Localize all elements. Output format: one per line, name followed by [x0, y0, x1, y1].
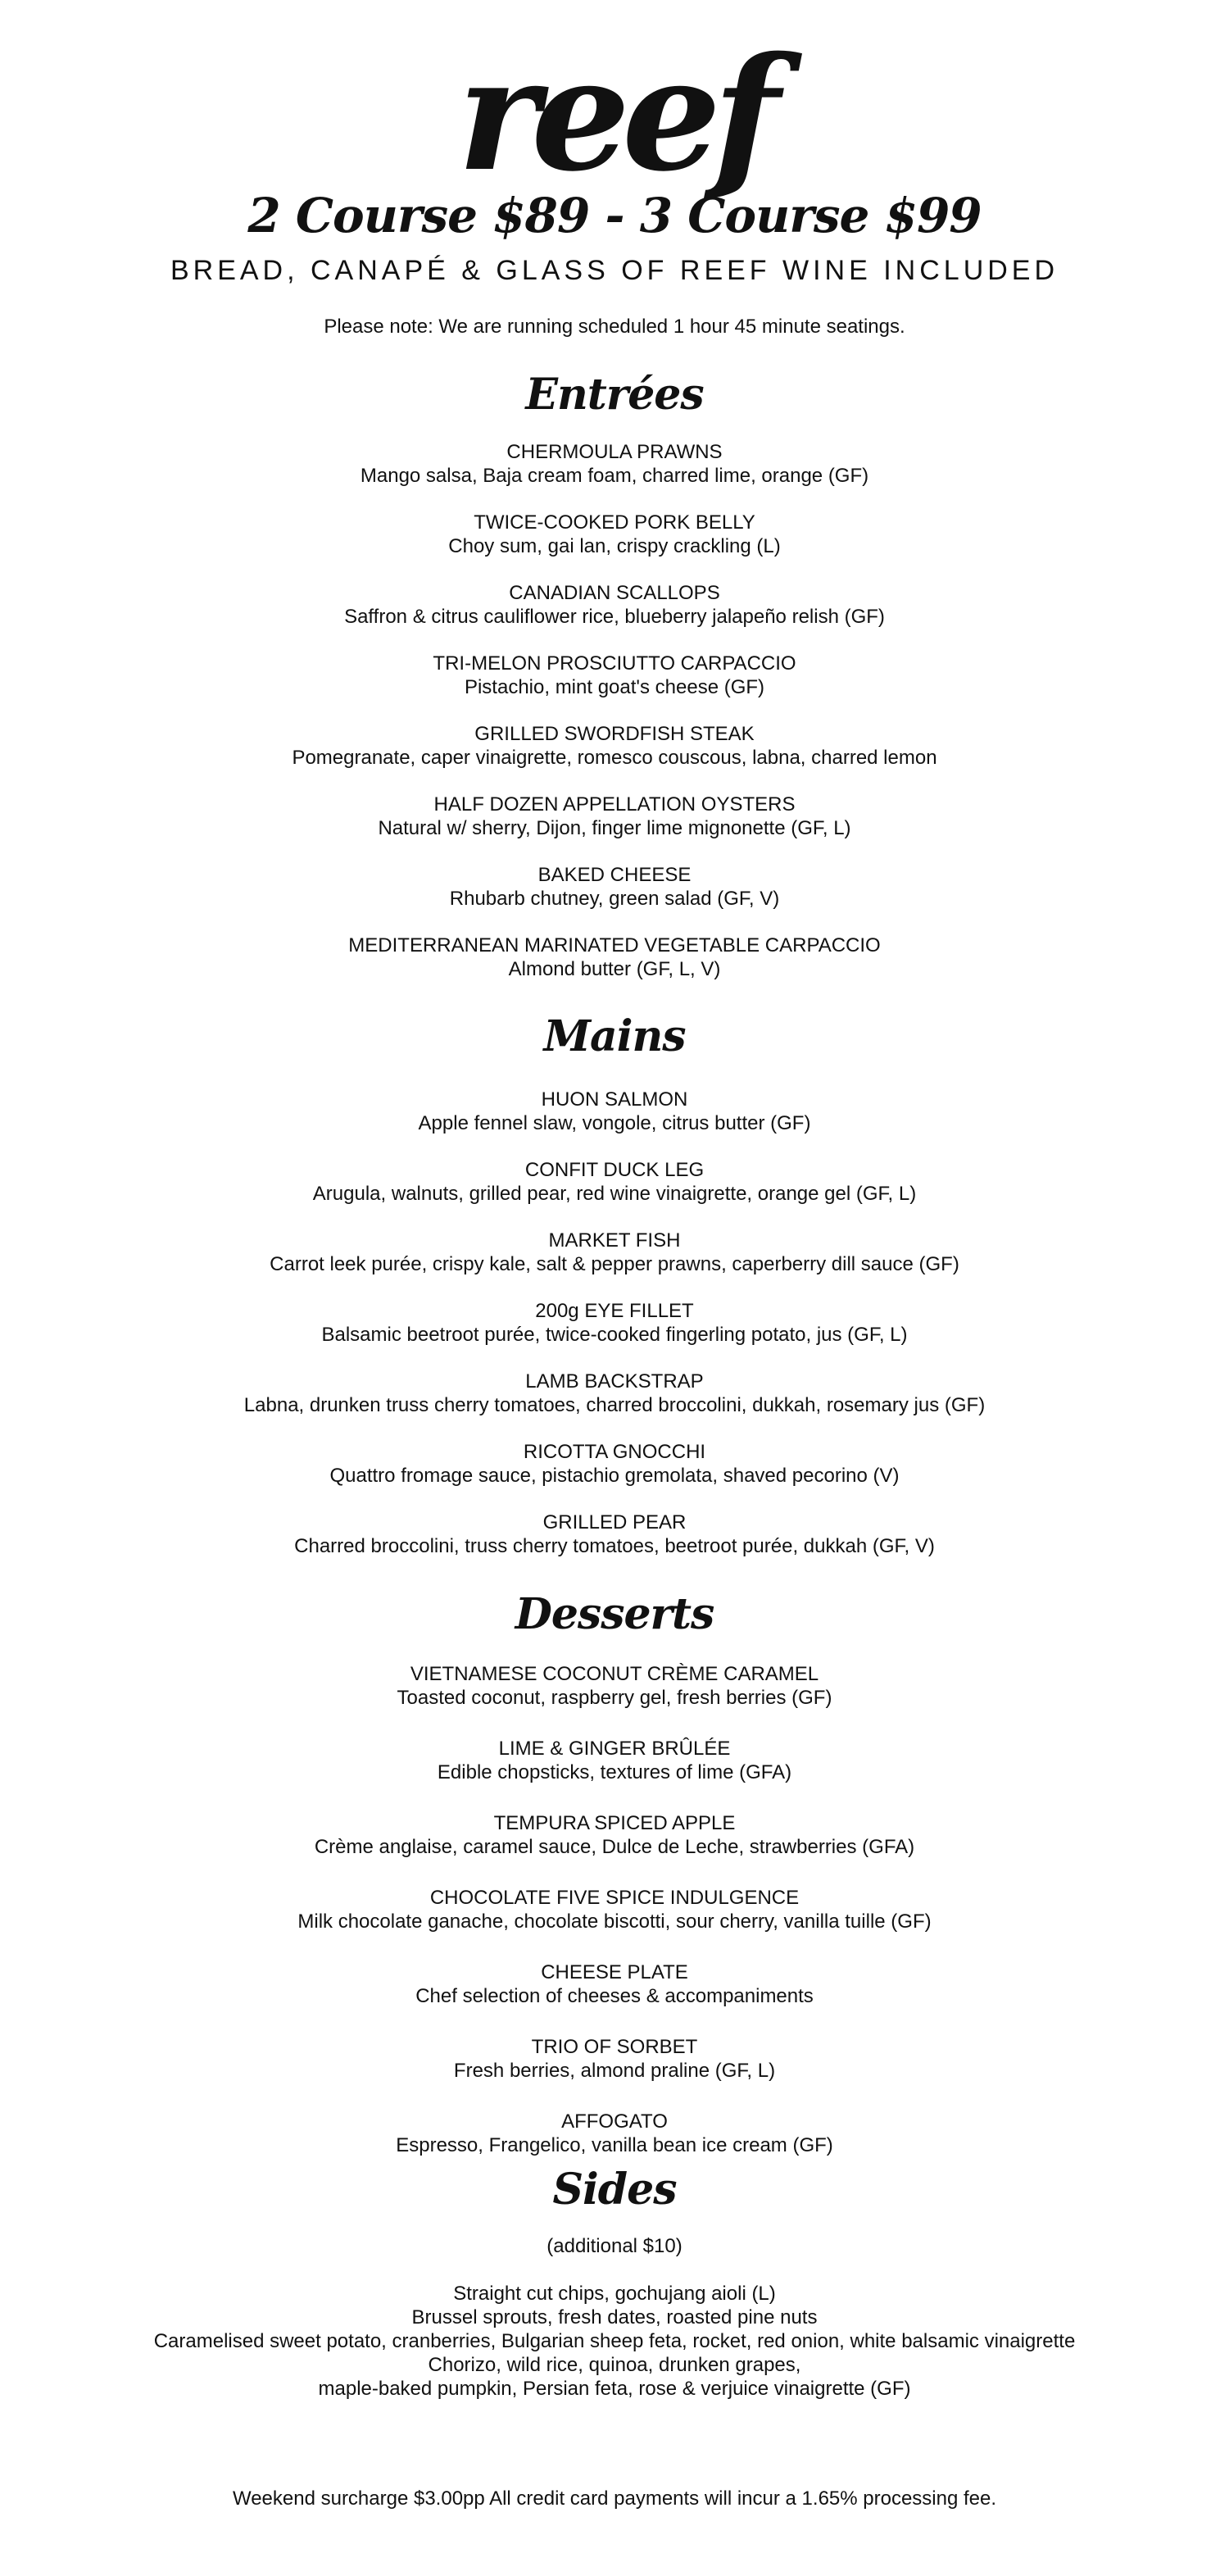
- menu-item: [0, 1811, 1229, 1859]
- item-description: Labna, drunken truss cherry tomatoes, charred broccolini, dukkah, rosemary jus (GF): [243, 1394, 986, 1416]
- item-description: Chef selection of cheeses & accompaniments: [415, 1985, 814, 2007]
- menu-item: [0, 2035, 1229, 2083]
- item-description: Quattro fromage sauce, pistachio gremolata, shaved pecorino (V): [329, 1465, 900, 1487]
- menu-item: [0, 440, 1229, 488]
- desserts-heading: Desserts: [515, 1589, 714, 1639]
- item-description: Rhubarb chutney, green salad (GF, V): [449, 888, 780, 910]
- item-name: VIETNAMESE COCONUT CRÈME CARAMEL: [410, 1663, 819, 1685]
- seating-note: Please note: We are running scheduled 1 hour 45 minute seatings.: [324, 316, 905, 338]
- course-pricing: 2 Course $89 - 3 Course $99: [247, 188, 982, 243]
- item-name: 200g EYE FILLET: [535, 1300, 694, 1322]
- item-description: Milk chocolate ganache, chocolate biscotti, sour cherry, vanilla tuille (GF): [297, 1910, 932, 1933]
- item-description: Espresso, Frangelico, vanilla bean ice cream (GF): [396, 2134, 833, 2156]
- surcharge-footer: Weekend surcharge $3.00pp All credit card payments will incur a 1.65% processing fee.: [232, 2487, 997, 2510]
- item-description: Charred broccolini, truss cherry tomatoes, beetroot purée, dukkah (GF, V): [294, 1535, 935, 1557]
- sides-list: [0, 2282, 1229, 2401]
- menu-item: [0, 1229, 1229, 1276]
- item-description: Arugula, walnuts, grilled pear, red wine vinaigrette, orange gel (GF, L): [312, 1183, 917, 1205]
- menu-item: [0, 1511, 1229, 1558]
- item-name: LAMB BACKSTRAP: [525, 1370, 704, 1392]
- side-line: Chorizo, wild rice, quinoa, drunken grapes,: [428, 2354, 801, 2376]
- menu-item: [0, 722, 1229, 770]
- item-description: Almond butter (GF, L, V): [508, 958, 721, 980]
- menu-item: [0, 2110, 1229, 2157]
- item-name: MEDITERRANEAN MARINATED VEGETABLE CARPACCIO: [348, 934, 881, 956]
- item-description: Edible chopsticks, textures of lime (GFA): [437, 1761, 792, 1783]
- menu-item: [0, 934, 1229, 981]
- item-name: TWICE-COOKED PORK BELLY: [474, 511, 755, 534]
- side-line: Straight cut chips, gochujang aioli (L): [453, 2283, 776, 2305]
- side-line: maple-baked pumpkin, Persian feta, rose & verjuice vinaigrette (GF): [318, 2378, 911, 2400]
- sides-price-note: (additional $10): [546, 2235, 683, 2257]
- item-name: CANADIAN SCALLOPS: [509, 582, 720, 604]
- item-name: MARKET FISH: [548, 1229, 681, 1252]
- menu-item: [0, 1370, 1229, 1417]
- item-name: TRI-MELON PROSCIUTTO CARPACCIO: [433, 652, 796, 675]
- item-name: CHOCOLATE FIVE SPICE INDULGENCE: [429, 1887, 800, 1909]
- item-description: Balsamic beetroot purée, twice-cooked fingerling potato, jus (GF, L): [321, 1324, 908, 1346]
- item-description: Fresh berries, almond praline (GF, L): [453, 2060, 776, 2082]
- menu-item: [0, 1737, 1229, 1784]
- item-description: Saffron & citrus cauliflower rice, blueberry jalapeño relish (GF): [344, 606, 885, 628]
- menu-item: [0, 652, 1229, 699]
- item-description: Choy sum, gai lan, crispy crackling (L): [448, 535, 781, 557]
- item-name: AFFOGATO: [561, 2110, 668, 2133]
- menu-item: [0, 1158, 1229, 1206]
- sides-heading: Sides: [552, 2165, 677, 2215]
- item-description: Toasted coconut, raspberry gel, fresh berries (GF): [397, 1687, 832, 1709]
- item-name: GRILLED PEAR: [542, 1511, 687, 1533]
- inclusions-line: BREAD, CANAPÉ & GLASS OF REEF WINE INCLUDED: [170, 255, 1059, 286]
- item-name: HUON SALMON: [541, 1088, 688, 1111]
- menu-item: [0, 1662, 1229, 1710]
- item-name: CHERMOULA PRAWNS: [506, 441, 723, 463]
- menu-item: [0, 511, 1229, 558]
- item-name: CONFIT DUCK LEG: [524, 1159, 705, 1181]
- menu-item: [0, 863, 1229, 911]
- menu-item: [0, 1886, 1229, 1933]
- menu-item: [0, 1960, 1229, 2008]
- item-name: HALF DOZEN APPELLATION OYSTERS: [433, 793, 796, 816]
- item-name: TEMPURA SPICED APPLE: [493, 1812, 736, 1834]
- mains-heading: Mains: [543, 1011, 686, 1061]
- menu-item: [0, 1299, 1229, 1347]
- item-description: Pomegranate, caper vinaigrette, romesco couscous, labna, charred lemon: [292, 747, 937, 769]
- item-description: Pistachio, mint goat's cheese (GF): [464, 676, 765, 698]
- item-name: TRIO OF SORBET: [531, 2036, 698, 2058]
- restaurant-logo: reef: [457, 23, 772, 206]
- menu-item: [0, 793, 1229, 840]
- item-name: GRILLED SWORDFISH STEAK: [474, 723, 755, 745]
- item-description: Crème anglaise, caramel sauce, Dulce de Leche, strawberries (GFA): [314, 1836, 915, 1858]
- entrees-heading: Entrées: [525, 370, 704, 420]
- menu-item: [0, 1440, 1229, 1488]
- item-name: CHEESE PLATE: [541, 1961, 688, 1983]
- item-description: Natural w/ sherry, Dijon, finger lime mignonette (GF, L): [378, 817, 851, 839]
- item-description: Carrot leek purée, crispy kale, salt & pepper prawns, caperberry dill sauce (GF): [270, 1253, 959, 1275]
- item-name: RICOTTA GNOCCHI: [523, 1441, 706, 1463]
- item-name: LIME & GINGER BRÛLÉE: [498, 1738, 731, 1760]
- side-line: Brussel sprouts, fresh dates, roasted pine nuts: [411, 2306, 818, 2328]
- item-description: Mango salsa, Baja cream foam, charred lime, orange (GF): [360, 465, 869, 487]
- menu-item: [0, 1088, 1229, 1135]
- item-description: Apple fennel slaw, vongole, citrus butter (GF): [418, 1112, 811, 1134]
- item-name: BAKED CHEESE: [537, 864, 692, 886]
- menu-item: [0, 581, 1229, 629]
- side-line: Caramelised sweet potato, cranberries, Bulgarian sheep feta, rocket, red onion, white balsamic vinaigrette: [153, 2330, 1076, 2352]
